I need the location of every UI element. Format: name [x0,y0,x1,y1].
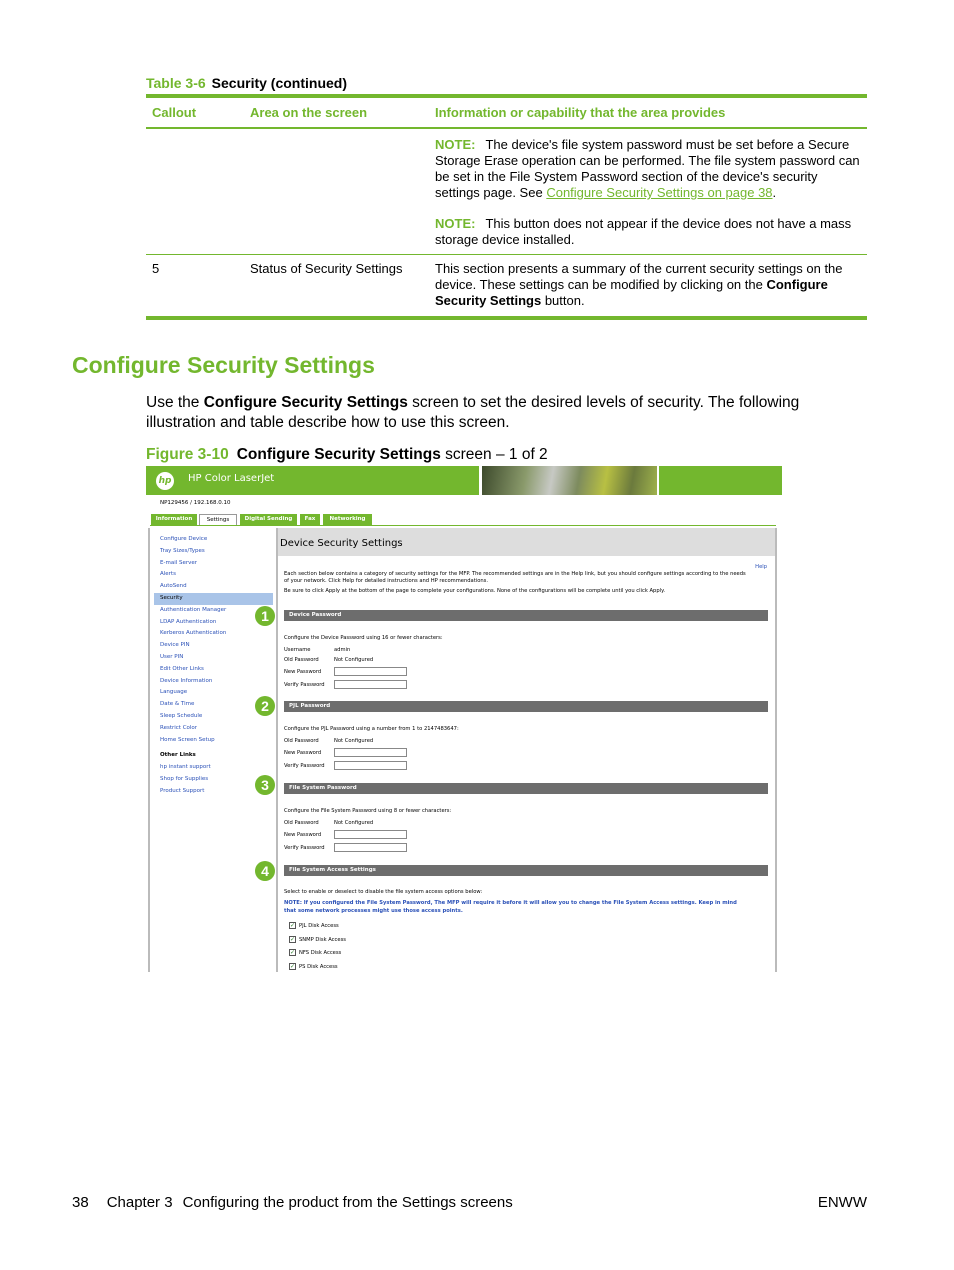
new-password-label: New Password [284,669,322,675]
tab-settings[interactable]: Settings [199,514,237,525]
snmp-disk-access-label: SNMP Disk Access [299,937,346,943]
nfs-disk-access-checkbox[interactable]: ✓ [290,949,296,956]
note-text: The device's file system password must be set before a Secure Storage Erase operation can be performed. The file system password can be set in the File System Password section of the device's security settings page. See [435,137,860,200]
note-text: This button does not appear if the device does not have a mass storage device installed. [435,216,852,247]
ps-disk-access-checkbox[interactable]: ✓ [290,963,296,970]
nav-configure-device[interactable]: Configure Device [160,536,208,542]
figure-title: Configure Security Settings [236,446,441,463]
nav-tray-sizes[interactable]: Tray Sizes/Types [160,547,205,554]
nav-language[interactable]: Language [160,689,188,696]
nav-other-links-heading: Other Links [160,752,196,759]
row-info-bold: Configure Security Settings [435,277,828,308]
pjl-new-password-label: New Password [284,750,322,756]
row-info-end: button. [544,293,585,308]
tab-digital-sending[interactable]: Digital Sending [240,514,297,525]
intro-bold: Configure Security Settings [203,394,408,411]
page-number: 38 [72,1194,89,1211]
tab-information[interactable]: Information [151,514,197,525]
product-name: HP Color LaserJet [188,473,275,484]
section-title: Configure Security Settings [72,352,375,378]
row-callout: 5 [152,261,160,276]
figure-number: Figure 3-10 [146,446,229,463]
table-title: Security (continued) [211,75,348,91]
nav-security[interactable]: Security [154,593,273,605]
fs-verify-password-label: Verify Password [284,845,325,851]
page-footer [72,1194,513,1211]
verify-password-input[interactable] [334,680,407,689]
table-bottom-rule [146,316,867,320]
pjl-password-desc: Configure the PJL Password using a number from 1 to 2147483647: [284,726,459,732]
nfs-disk-access-label: NFS Disk Access [299,950,342,956]
fs-old-password-label: Old Password [284,820,319,826]
col-header-area: Area on the screen [250,105,368,120]
fs-verify-password-input[interactable] [334,843,407,852]
security-content-pane [276,528,777,972]
note-end: . [772,185,777,200]
description-line-3: Be sure to click Apply at the bottom of the page to complete your configurations. None of the configurations will be complete until you click Apply. [284,588,666,594]
nav-hp-instant-support[interactable]: hp instant support [160,764,211,771]
nav-ldap[interactable]: LDAP Authentication [160,618,217,625]
pjl-password-header: PJL Password [284,701,768,712]
description-line-1: Each section below contains a category of security settings for the MFP. The recommended settings are in the Help link, but you should configure settings according to the needs [284,571,746,577]
row-info-text: This section presents a summary of the current security settings on the device. These settings can be modified by clicking on the [435,261,843,292]
help-link[interactable]: Help [755,564,767,570]
pjl-disk-access-label: PJL Disk Access [299,923,339,929]
screenshot-figure [146,466,782,972]
row-info [435,261,863,309]
intro-paragraph [146,393,846,433]
nav-restrict-color[interactable]: Restrict Color [160,724,198,731]
nav-alerts[interactable]: Alerts [160,571,176,578]
cross-ref-link[interactable]: Configure Security Settings on page 38 [546,185,773,200]
snmp-disk-access-checkbox[interactable]: ✓ [290,936,296,943]
file-system-access-note-2: that some network processes might use those access points. [284,908,463,914]
file-system-access-header: File System Access Settings [284,865,768,876]
ews-header [146,466,479,495]
tab-fax[interactable]: Fax [300,514,320,525]
left-border [148,528,150,972]
fs-old-password-value: Not Configured [334,820,374,826]
header-photo [482,466,657,495]
fs-new-password-input[interactable] [334,830,407,839]
content-title: Device Security Settings [280,538,403,549]
settings-nav [154,534,273,798]
row-area: Status of Security Settings [250,261,403,276]
tab-underline [150,525,776,526]
pjl-old-password-value: Not Configured [334,738,374,744]
file-system-password-desc: Configure the File System Password using 8 or fewer characters: [284,808,452,814]
header-band [659,466,782,495]
callout-3: 3 [255,775,275,795]
nav-product-support[interactable]: Product Support [160,787,205,794]
nav-shop-supplies[interactable]: Shop for Supplies [160,775,209,782]
header-rule [146,127,867,129]
device-password-desc: Configure the Device Password using 16 or fewer characters: [284,635,443,641]
fs-new-password-label: New Password [284,832,322,838]
nav-user-pin[interactable]: User PIN [160,653,184,660]
table-caption [146,75,347,91]
pjl-old-password-label: Old Password [284,738,319,744]
nav-device-pin[interactable]: Device PIN [160,642,190,649]
file-system-password-header: File System Password [284,783,768,794]
figure-caption [146,446,548,464]
callout-4: 4 [255,861,275,881]
nav-device-information[interactable]: Device Information [160,677,213,684]
note-1 [435,137,863,201]
content-title-bar [278,528,775,556]
pjl-verify-password-label: Verify Password [284,763,325,769]
note-label: NOTE: [435,216,476,231]
pjl-verify-password-input[interactable] [334,761,407,770]
nav-email-server[interactable]: E-mail Server [160,559,198,566]
device-address: NP129456 / 192.168.0.10 [160,500,231,506]
nav-sleep-schedule[interactable]: Sleep Schedule [160,712,203,719]
verify-password-label: Verify Password [284,682,325,688]
username-label: Username [284,647,311,653]
file-system-access-note-1: NOTE: If you configured the File System Password, The MFP will require it before it will allow you to change the File System Access settings. Keep in mind [284,900,737,906]
old-password-value: Not Configured [334,657,374,663]
ps-disk-access-label: PS Disk Access [299,964,338,970]
nav-home-screen-setup[interactable]: Home Screen Setup [160,736,215,743]
note-label: NOTE: [435,137,476,152]
device-password-header: Device Password [284,610,768,621]
note-2 [435,216,863,248]
description-line-2: of your network. Click Help for detailed instructions and HP recommendations. [284,578,489,584]
chapter-label: Chapter 3 [106,1194,173,1211]
intro-text: Use the [146,394,200,411]
callout-1: 1 [255,606,275,626]
file-system-access-desc: Select to enable or deselect to disable the file system access options below: [284,889,483,895]
nav-autosend[interactable]: AutoSend [160,583,187,590]
table-top-rule [146,94,867,98]
row-rule [146,254,867,255]
col-header-callout: Callout [152,105,197,120]
chapter-title: Configuring the product from the Settings screens [182,1194,513,1211]
table-number: Table 3-6 [146,75,206,91]
pjl-disk-access-checkbox[interactable]: ✓ [290,922,296,929]
pjl-new-password-input[interactable] [334,748,407,757]
figure-title-rest: screen – 1 of 2 [445,446,548,463]
intro-text-end: screen to set the desired levels of security. The following illustration and table describe how to use this screen. [146,394,800,431]
username-value: admin [334,647,351,653]
col-header-info: Information or capability that the area provides [435,105,726,120]
tab-networking[interactable]: Networking [323,514,372,525]
nav-authentication-manager[interactable]: Authentication Manager [160,606,227,613]
hp-logo-icon: hp [156,472,174,490]
nav-edit-other-links[interactable]: Edit Other Links [160,665,204,672]
nav-date-time[interactable]: Date & Time [160,701,195,708]
old-password-label: Old Password [284,657,319,663]
nav-kerberos[interactable]: Kerberos Authentication [160,630,227,637]
new-password-input[interactable] [334,667,407,676]
footer-locale: ENWW [817,1194,867,1211]
callout-2: 2 [255,696,275,716]
